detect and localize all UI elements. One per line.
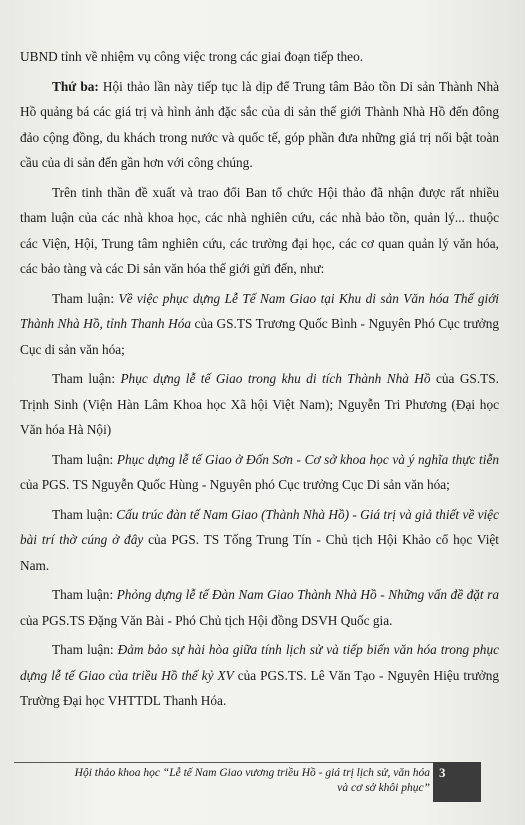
paper-prefix: Tham luận: [52,371,121,386]
body-text [20,44,499,718]
paper-author: của GS.TS. Trịnh Sinh (Viện Hàn Lâm Khoa học Xã hội Việt Nam); Nguyễn Tri Phương (Đại học Văn hóa Hà Nội) [20,371,499,437]
running-footer [30,766,430,796]
paper-author: của PGS. TS Tống Trung Tín - Chủ tịch Hội Khảo cổ học Việt Nam. [20,532,499,573]
paper-author: của GS.TS Trương Quốc Bình - Nguyên Phó Cục trưởng Cục di sản văn hóa; [20,316,499,357]
paper-author: của PGS.TS Đặng Văn Bài - Phó Chủ tịch Hội đồng DSVH Quốc gia. [20,612,393,628]
paper-title: Cấu trúc đàn tế Nam Giao (Thành Nhà Hồ) - Giá trị và giả thiết về việc bài trí thờ cúng ở đây [20,506,499,547]
paper-entry [20,637,499,714]
paper-title: Phục dựng lễ tế Giao ở Đốn Sơn - Cơ sở khoa học và ý nghĩa thực tiễn [116,451,499,467]
paper-title: Đảm bảo sự hài hòa giữa tính lịch sử và tiếp biến văn hóa trong phục dựng lễ tế Giao của triều Hồ thế kỷ XV [20,642,499,683]
paper-author: của PGS.TS. Lê Văn Tạo - Nguyên Hiệu trưởng Trường Đại học VHTTDL Thanh Hóa. [20,667,499,708]
paper-entry [20,447,499,498]
paragraph-body: Hội thảo lần này tiếp tục là dịp để Trung tâm Bảo tồn Di sản Thành Nhà Hồ quảng bá các giá trị và hình ảnh đặc sắc của di sản thế giới Thành Nhà Hồ đến đông đảo cộng đồng, du khách trong nước và quốc tế, góp phần đưa những giá trị nổi bật toàn cầu của di sản đến gần hơn với công chúng. [20,78,499,170]
paragraph-intro-papers: Trên tinh thần đề xuất và trao đổi Ban tổ chức Hội thảo đã nhận được rất nhiều tham luận của các nhà khoa học, các nhà nghiên cứu, các nhà bảo tồn, quản lý... thuộc các Viện, Hội, Trung tâm nghiên cứu, các trường đại học, các cơ quan quản lý văn hóa, các bảo tàng và các Di sản văn hóa thế giới gửi đến, như: [20,184,499,276]
paper-title: Về việc phục dựng Lễ Tế Nam Giao tại Khu di sản Văn hóa Thế giới Thành Nhà Hồ, tỉnh Thanh Hóa [20,290,499,331]
paragraph-lead: Thứ ba: [52,78,99,94]
footer-line-2: và cơ sở khôi phục” [337,782,430,794]
paper-prefix: Tham luận: [52,587,117,602]
paper-title: Phỏng dựng lễ tế Đàn Nam Giao Thành Nhà Hồ - Những vấn đề đặt ra [116,587,499,602]
page-number: 3 [433,762,481,802]
paragraph-continuation: UBND tỉnh về nhiệm vụ công việc trong các giai đoạn tiếp theo. [20,49,364,64]
footer-line-1: Hội thảo khoa học “Lễ tế Nam Giao vương triều Hồ - giá trị lịch sử, văn hóa [74,767,430,779]
paper-prefix: Tham luận: [52,506,117,522]
paper-prefix: Tham luận: [52,290,119,306]
paragraph-third-point [20,74,499,176]
paper-prefix: Tham luận: [52,451,117,467]
paper-entry [20,366,499,443]
paper-entry [20,502,499,579]
paper-entry [20,582,499,633]
footer-divider [14,762,442,763]
paper-entry [20,286,499,363]
paper-author: của PGS. TS Nguyễn Quốc Hùng - Nguyên phó Cục trưởng Cục Di sản văn hóa; [20,477,450,492]
paper-prefix: Tham luận: [52,642,118,657]
paper-title: Phục dựng lễ tế Giao trong khu di tích Thành Nhà Hồ [120,371,431,386]
